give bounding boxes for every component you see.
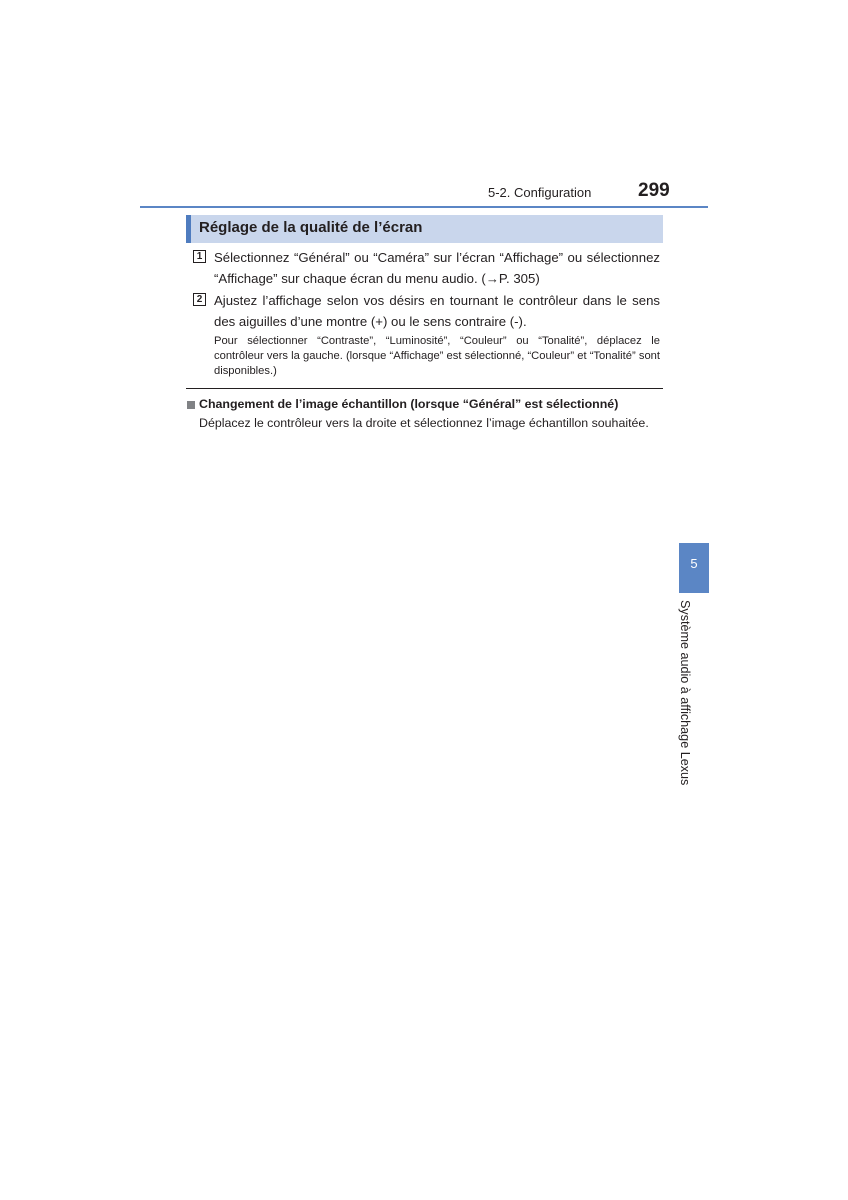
step-2-text: Ajustez l’affichage selon vos désirs en tournant le contrôleur dans le sens des aiguilles d’une montre (+) ou le sens contraire (-). xyxy=(214,293,660,329)
section-title-band xyxy=(186,215,663,243)
step-number-1: 1 xyxy=(193,250,206,263)
chapter-tab xyxy=(679,543,709,593)
step-2-note: Pour sélectionner “Contraste”, “Luminosité”, “Couleur” ou “Tonalité”, déplacez le contrôleur vers la gauche. (lorsque “Affichage” est sélectionné, “Couleur” et “Tonalité” sont disponibles.) xyxy=(214,335,660,377)
page-number: 299 xyxy=(638,180,670,201)
section-divider xyxy=(186,388,663,389)
chapter-number: 5 xyxy=(690,556,698,571)
step-number-2: 2 xyxy=(193,293,206,306)
chapter-title: Système audio à affichage Lexus xyxy=(678,600,692,786)
section-title: Réglage de la qualité de l’écran xyxy=(199,219,423,236)
bullet-square-icon xyxy=(187,401,195,409)
header-section-label: 5-2. Configuration xyxy=(488,185,592,200)
info-body: Déplacez le contrôleur vers la droite et sélectionnez l’image échantillon souhaitée. xyxy=(199,416,649,430)
step-1-text: Sélectionnez “Général” ou “Caméra” sur l’écran “Affichage” ou sélectionnez “Affichage” sur chaque écran du menu audio. (→P. 305) xyxy=(214,250,660,286)
info-heading: Changement de l’image échantillon (lorsque “Général” est sélectionné) xyxy=(199,397,619,411)
header-divider xyxy=(140,206,708,208)
